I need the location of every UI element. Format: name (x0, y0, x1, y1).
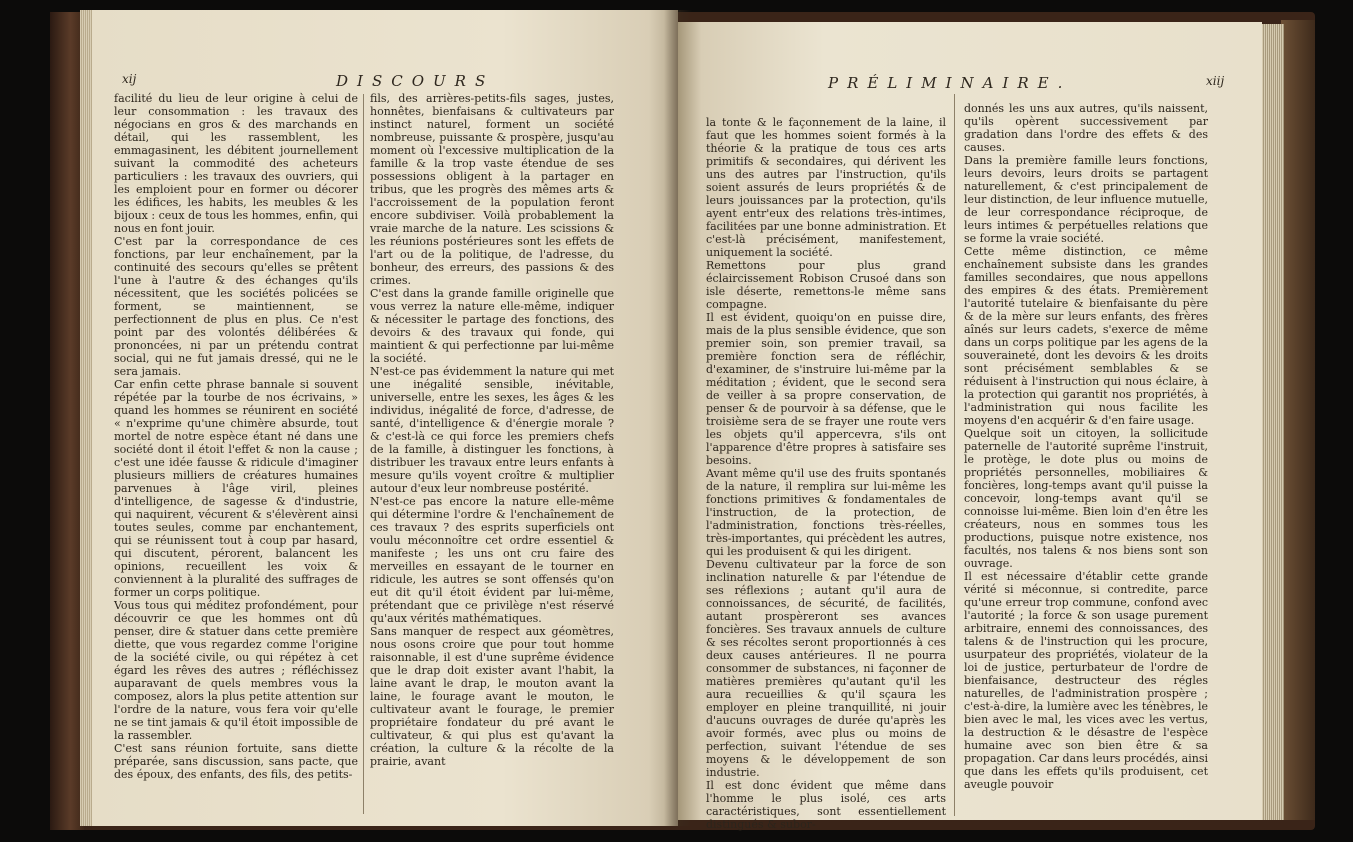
left-page-number: xij (122, 72, 137, 86)
column-rule-left (363, 94, 364, 814)
right-running-title: PRÉLIMINAIRE. (828, 74, 1072, 92)
right-page-number: xiij (1206, 74, 1225, 88)
right-page (678, 22, 1262, 831)
book-spine-left (50, 12, 84, 830)
left-column-1: facilité du lieu de leur origine à celui de leur consommation : les travaux des négocians en gros & des marchands en détail, qui les rassemblent, les emmagasinent, les débitent journellement suivant la commodité des acheteurs particuliers : les travaux des ouvriers, qui les emploient pour en former ou décorer les édifices, les habits, les meubles & les bijoux : ceux de tous les hommes, enfin, qui nous en font jouir. C'est par la correspondance de ces fonctions, par leur enchaînement, par la continuité des secours qu'elles se prêtent l'une à l'autre & des échanges qu'ils nécessitent, que les sociétés policées se forment, se maintiennent, se perfectionnent de plus en plus. Ce n'est point par des volontés délibérées & prononcées, ni par un prétendu contrat social, qui ne fut jamais dressé, qui ne le sera jamais. Car enfin cette phrase bannale si souvent répétée par la tourbe de nos écrivains, » quand les hommes se réunirent en société « n'exprime qu'une chimère absurde, tout mortel de notre espèce étant né dans une société dont il étoit l'effet & non la cause ; c'est une idée fausse & ridicule d'imaginer plusieurs milliers de créatures humaines parvenues à l'âge viril, pleines d'intelligence, de sagesse & d'industrie, qui naquirent, vécurent & s'élevèrent ainsi toutes seules, comme par enchantement, qui se réunissent tout à coup par hasard, qui discutent, pérorent, balancent les opinions, recueillent les voix & conviennent à la pluralité des suffrages de former un corps politique. Vous tous qui méditez profondément, pour découvrir ce que les hommes ont dû penser, dire & statuer dans cette première diette, que vous regardez comme l'origine de la société civile, ou qui répétez à cet égard les rêves des autres ; réfléchissez auparavant de quels membres vous la composez, alors la plus petite attention sur l'ordre de la nature, vous fera voir qu'elle ne se tint jamais & qu'il étoit impossible de la rassembler. C'est sans réunion fortuite, sans diette préparée, sans discussion, sans pacte, que des époux, des enfants, des fils, des petits- (114, 92, 358, 781)
left-column-2: fils, des arrières-petits-fils sages, justes, honnêtes, bienfaisans & cultivateurs par instinct naturel, forment un société nombreuse, puissante & prospère, jusqu'au moment où l'excessive multiplication de la famille & la trop vaste étendue de ses possessions obligent à la partager en tribus, que les progrès des mêmes arts & l'accroissement de la population feront encore subdiviser. Voilà probablement la vraie marche de la nature. Les scissions & les réunions postérieures sont les effets de l'art ou de la politique, de l'adresse, du bonheur, des erreurs, des passions & des crimes. C'est dans la grande famille originelle que vous verrez la nature elle-même, indiquer & nécessiter le partage des fonctions, des devoirs & des travaux qui fonde, qui maintient & qui perfectionne par lui-même la société. N'est-ce pas évidemment la nature qui met une inégalité sensible, inévitable, universelle, entre les sexes, les âges & les individus, inégalité de force, d'adresse, de santé, d'intelligence & d'énergie morale ? & c'est-là ce qui force les premiers chefs de la famille, à distinguer les fonctions, à distribuer les travaux entre leurs enfants à mesure qu'ils voyent croître & multiplier autour d'eux leur nombreuse postérité. N'est-ce pas encore la nature elle-même qui détermine l'ordre & l'enchaînement de ces travaux ? des esprits superficiels ont voulu méconnoître cet ordre essentiel & manifeste ; les uns ont cru faire des merveilles en essayant de le tourner en ridicule, les autres se sont offensés qu'on eut dit qu'il étoit évident par lui-même, prétendant que ce privilège n'est réservé qu'aux vérités mathématiques. Sans manquer de respect aux géomètres, nous osons croire que pour tout homme raisonnable, il est d'une suprême évidence que le drap doit exister avant l'habit, la laine avant le drap, le mouton avant la laine, le fourage avant le mouton, le cultivateur avant le fourage, le premier propriétaire fondateur du pré avant le cultivateur, & qui plus est qu'avant la création, la culture & la récolte de la prairie, avant (370, 92, 614, 768)
column-rule-right (954, 94, 955, 816)
right-column-1: la tonte & le façonnement de la laine, il faut que les hommes soient formés à la théorie & la pratique de tous ces arts primitifs & secondaires, qui dérivent les uns des autres par l'instruction, qu'ils soient assurés de leurs propriétés & de leurs jouissances par la protection, qu'ils ayent entr'eux des relations très-intimes, facilitées par une bonne administration. Et c'est-là précisément, manifestement, uniquement la société. Remettons pour plus grand éclaircissement Robison Crusoé dans son isle déserte, remettons-le même sans compagne. Il est évident, quoiqu'on en puisse dire, mais de la plus sensible évidence, que son premier soin, son premier travail, sa première fonction sera de réfléchir, d'examiner, de s'instruire lui-même par la méditation ; évident, que le second sera de veiller à sa propre conservation, de penser & de pourvoir à sa défense, que le troisième sera de se frayer une route vers les objets qu'il appercevra, s'ils ont l'apparence d'être propres à satisfaire ses besoins. Avant même qu'il use des fruits spontanés de la nature, il remplira sur lui-même les fonctions primitives & fondamentales de l'instruction, de la protection, de l'administration, fonctions très-réelles, très-importantes, qui précèdent les autres, qui les produisent & qui les dirigent. Devenu cultivateur par la force de son inclination naturelle & par l'étendue de ses réflexions ; autant qu'il aura de connoissances, de sécurité, de facilités, autant prospèreront ses avances foncières. Ses travaux annuels de culture & ses récoltes seront proportionnés à ces deux causes antérieures. Il ne pourra consommer de substances, ni façonner de matières premières qu'autant qu'il les aura recueillies & qu'il sçaura les employer en pleine tranquillité, ni jouir d'aucuns ouvrages de durée qu'après les avoir formés, avec plus ou moins de perfection, suivant l'étendue de ses moyens & le développement de son industrie. Il est donc évident que même dans l'homme le plus isolé, ces arts caractéristiques, sont essentiellement distingués & subor- (706, 116, 946, 831)
right-column-2: donnés les uns aux autres, qu'ils naissent, qu'ils opèrent successivement par gradation dans l'ordre des effets & des causes. Dans la première famille leurs fonctions, leurs devoirs, leurs droits se partagent naturellement, & c'est principalement de leur distinction, de leur influence mutuelle, de leur correspondance réciproque, de leurs intimes & perpétuelles relations que se forme la vraie société. Cette même distinction, ce même enchaînement subsiste dans les grandes familles secondaires, que nous appellons des empires & des états. Premièrement l'autorité tutelaire & bienfaisante du père & de la mère sur leurs enfants, des frères aînés sur leurs cadets, s'exerce de même dans un corps politique par les agens de la souveraineté, dont les devoirs & les droits sont précisément semblables & se réduisent à l'instruction qui nous éclaire, à la protection qui garantit nos propriétés, à l'administration qui nous facilite les moyens d'en acquérir & d'en faire usage. Quelque soit un citoyen, la sollicitude paternelle de l'autorité suprême l'instruit, le protège, le dote plus ou moins de propriétés personnelles, mobiliaires & foncières, long-temps avant qu'il puisse la concevoir, long-temps avant qu'il se connoisse lui-même. Bien loin d'en être les créateurs, nous en sommes tous les productions, puisque notre existence, nos facultés, nos talens & nos biens sont son ouvrage. Il est nécessaire d'établir cette grande vérité si méconnue, si contredite, parce qu'une erreur trop commune, confond avec l'autorité ; la force & son usage purement arbitraire, ennemi des connoissances, des talens & de l'instruction qui les procure, usurpateur des propriétés, violateur de la loi de justice, perturbateur de l'ordre de bienfaisance, destructeur des régles naturelles, de l'administration prospère ; c'est-à-dire, la lumière avec les ténèbres, le bien avec le mal, les vices avec les vertus, la destruction & le désastre de l'espèce humaine avec son bien être & sa propagation. Car dans leurs procédés, ainsi que dans les effets qu'ils produisent, cet aveugle pouvoir (964, 102, 1208, 791)
book-spine-right (1281, 20, 1315, 820)
left-page (92, 10, 678, 826)
left-running-title: DISCOURS (336, 72, 495, 90)
